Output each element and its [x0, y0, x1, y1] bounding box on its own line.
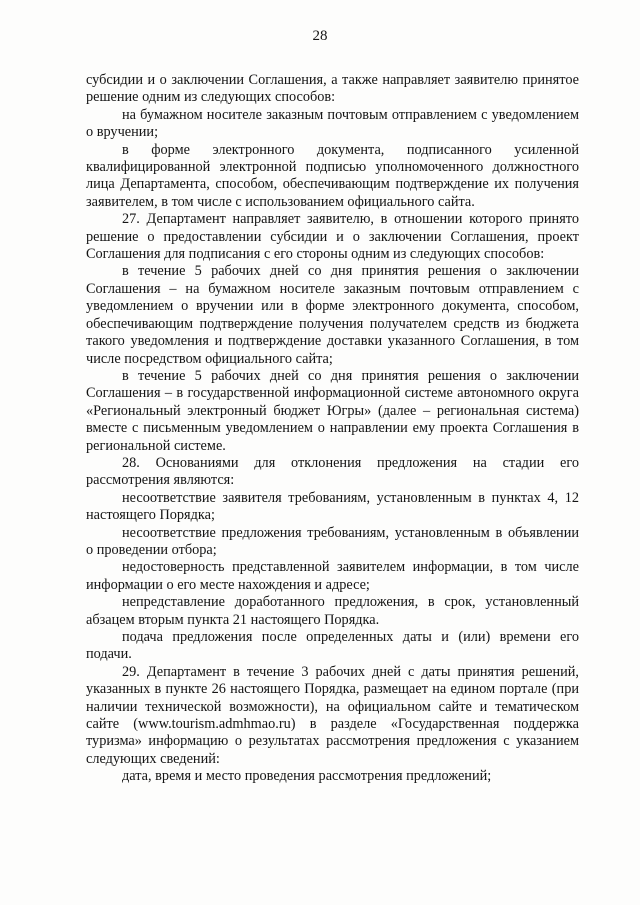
paragraph: субсидии и о заключении Соглашения, а также направляет заявителю принятое решение одним из следующих способов: — [86, 72, 579, 106]
paragraph: несоответствие заявителя требованиям, установленным в пунктах 4, 12 настоящего Порядка; — [86, 489, 579, 524]
body-text — [86, 72, 579, 786]
paragraph-item-29: 29. Департамент в течение 3 рабочих дней с даты принятия решений, указанных в пункте 26 настоящего Порядка, размещает на едином портале (при наличии технической возможности), на официальном сайте и тематическом сайте (www.tourism.admhmao.ru) в разделе «Государственная поддержка туризма» информацию о результатах рассмотрения предложения с указанием следующих сведений: — [86, 663, 579, 767]
paragraph: недостоверность представленной заявителем информации, в том числе информации о его месте нахождения и адресе; — [86, 559, 579, 593]
paragraph: в течение 5 рабочих дней со дня принятия решения о заключении Соглашения – в государственной информационной системе автономного округа «Региональный электронный бюджет Югры» (далее – региональная система) вместе с письменным уведомлением о направлении ему проекта Соглашения в региональной системе. — [86, 367, 579, 454]
paragraph: в форме электронного документа, подписанного усиленной квалифицированной электронной подписью уполномоченного должностного лица Департамента, способом, обеспечивающим подтверждение их получения заявителем, в том числе с использованием официального сайта. — [86, 141, 579, 210]
paragraph: в течение 5 рабочих дней со дня принятия решения о заключении Соглашения – на бумажном носителе заказным почтовым отправлением с уведомлением о вручении или в форме электронного документа, способом, обеспечивающим подтверждение получения получателем средств из бюджета такого уведомления и подтверждение доставки указанного Соглашения, в том числе посредством официального сайта; — [86, 263, 579, 367]
paragraph: дата, время и место проведения рассмотрения предложений; — [122, 768, 492, 785]
paragraph: подача предложения после определенных даты и (или) времени его подачи. — [86, 629, 579, 663]
paragraph-item-28: 28. Основаниями для отклонения предложения на стадии его рассмотрения являются: — [86, 454, 579, 489]
page-number: 28 — [312, 28, 328, 44]
paragraph: несоответствие предложения требованиям, установленным в объявлении о проведении отбора; — [86, 524, 579, 558]
paragraph: непредставление доработанного предложения, в срок, установленный абзацем вторым пункта 21 настоящего Порядка. — [86, 594, 579, 628]
paragraph: на бумажном носителе заказным почтовым отправлением с уведомлением о вручении; — [86, 106, 579, 141]
paragraph-item-27: 27. Департамент направляет заявителю, в отношении которого принято решение о предоставлении субсидии и о заключении Соглашения, проект Соглашения для подписания с его стороны одним из следующих способов: — [86, 211, 579, 263]
